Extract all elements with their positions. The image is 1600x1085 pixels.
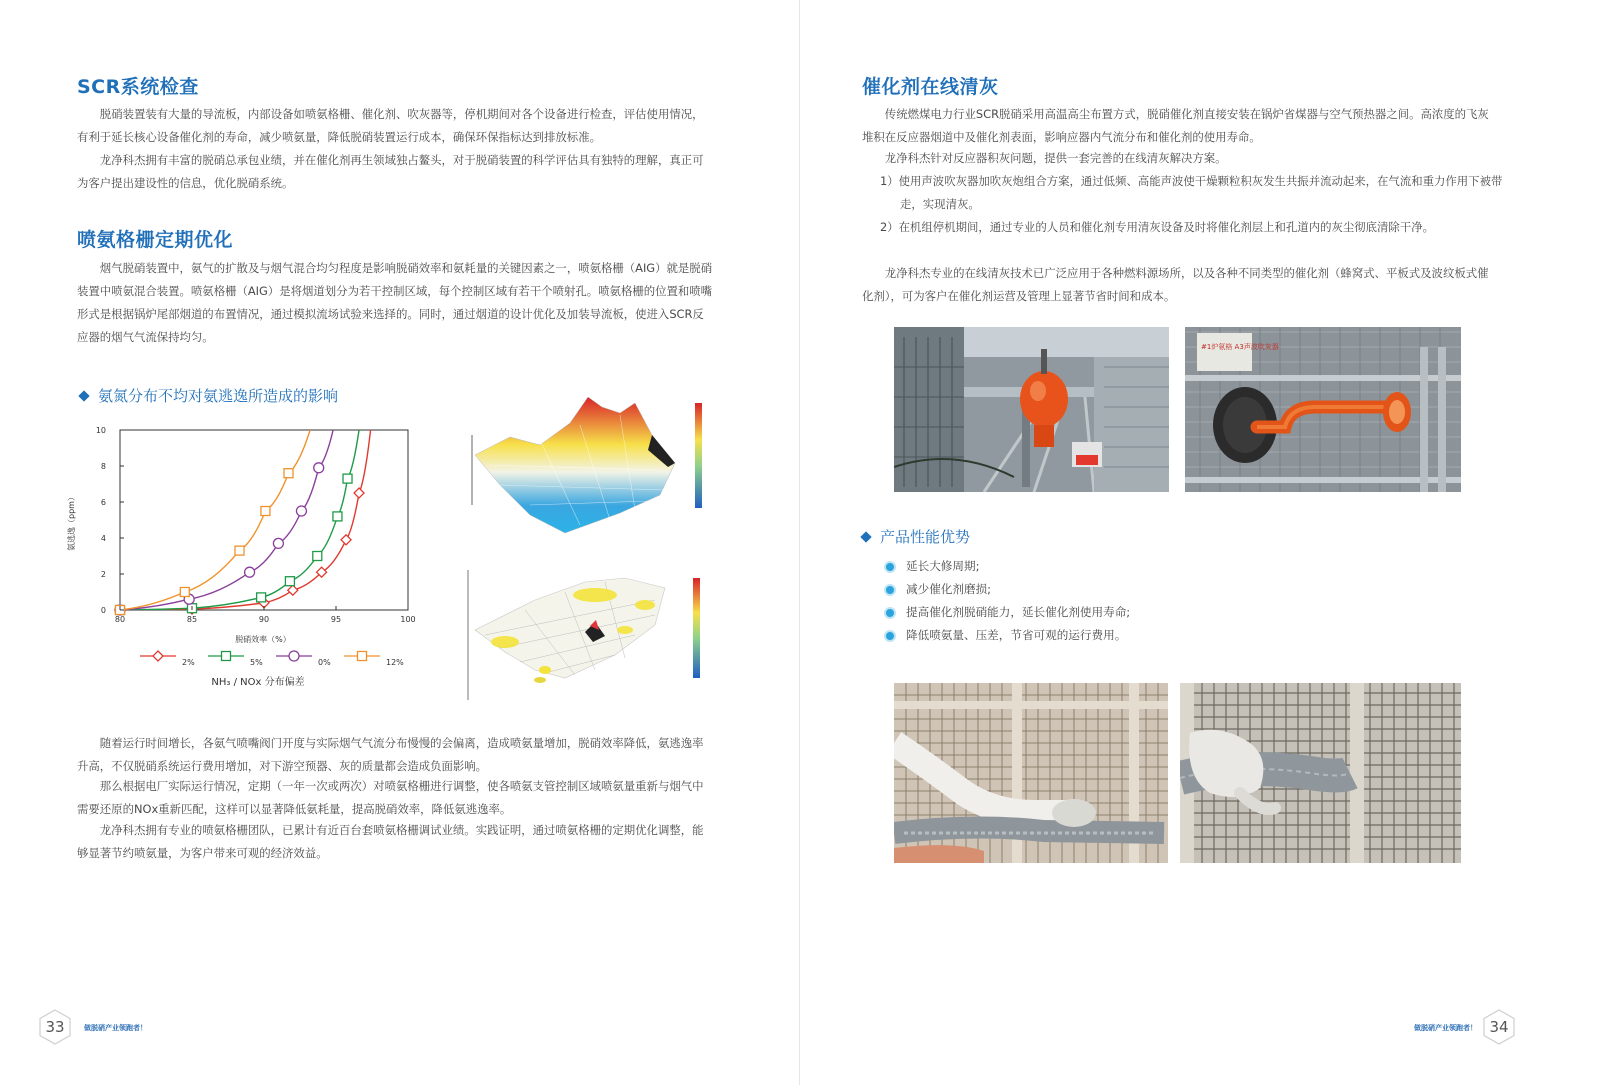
y-tick-label: 6 (100, 498, 106, 507)
y-tick-label: 0 (100, 606, 106, 615)
data-point (333, 512, 342, 521)
photo-sonic-horn-wall (1185, 327, 1461, 492)
list-item: 延长大修周期; (886, 555, 1130, 578)
plot-frame (120, 430, 408, 610)
data-point (354, 488, 364, 498)
bullet-dot-icon (886, 563, 894, 571)
legend-marker (358, 652, 367, 661)
scr-paragraph-2: 龙净科杰拥有丰富的脱硝总承包业绩，并在催化剂再生领域独占鳌头，对于脱硝装置的科学评估具有独特的理解，真正可为客户提出建设性的信息，优化脱硝系统。 (77, 153, 704, 190)
data-point (288, 585, 298, 595)
list-item: 降低喷氨量、压差，节省可观的运行费用。 (886, 624, 1130, 647)
aig-paragraph-a: 随着运行时间增长，各氨气喷嘴阀门开度与实际烟气气流分布慢慢的会偏离，造成喷氨量增加，脱硝效率降低，氨逃逸率升高，不仅脱硝系统运行费用增加，对下游空预器、灰的质量都会造成负面影响。 (77, 736, 704, 773)
advantages-heading (862, 526, 970, 547)
x-tick-label: 95 (330, 615, 342, 624)
cleaning-paragraph-3: 龙净科杰专业的在线清灰技术已广泛应用于各种燃料源场所，以及各种不同类型的催化剂（蜂窝式、平板式及波纹板式催化剂），可为客户在催化剂运营及管理上显著节省时间和成本。 (862, 266, 1489, 303)
bullet-dot-icon (886, 586, 894, 594)
scr-inspection-title: SCR系统检查 (77, 76, 199, 98)
bullet-dot-icon (886, 609, 894, 617)
data-point (235, 546, 244, 555)
data-point (273, 538, 283, 548)
x-tick-label: 80 (114, 615, 126, 624)
data-point (261, 507, 270, 516)
data-point (313, 552, 322, 561)
data-point (257, 593, 266, 602)
data-point (314, 463, 324, 473)
scr-paragraph-1: 脱硝装置装有大量的导流板，内部设备如喷氨格栅、催化剂、吹灰器等，停机期间对各个设备进行检查，评估使用情况，有利于延长核心设备催化剂的寿命，减少喷氨量，降低脱硝装置运行成本，确保环保指标达到排放标准。 (77, 107, 704, 144)
data-point (284, 469, 293, 478)
page-number-badge-left (37, 1009, 73, 1045)
page-number-badge-right (1481, 1009, 1517, 1045)
list-item: 提高催化剂脱硝能力，延长催化剂使用寿命; (886, 601, 1130, 624)
cleaning-paragraph-1: 传统燃煤电力行业SCR脱硝采用高温高尘布置方式，脱硝催化剂直接安装在锅炉省煤器与空气预热器之间。高浓度的飞灰堆积在反应器烟道中及催化剂表面，影响应器内气流分布和催化剂的使用寿命。 (862, 107, 1489, 144)
aig-paragraph-c: 龙净科杰拥有专业的喷氨格栅团队，已累计有近百台套喷氨格栅调试业绩。实践证明，通过喷氨格栅的定期优化调整，能够显著节约喷氨量，为客户带来可观的经济效益。 (77, 823, 704, 860)
photo-reactor-sonic-horn (894, 327, 1169, 492)
aig-paragraph-b: 那么根据电厂实际运行情况，定期（一年一次或两次）对喷氨格栅进行调整，使各喷氨支管控制区域喷氨量重新与烟气中需要还原的NOx重新匹配，这样可以显著降低氨耗量，提高脱硝效率，降低氨逃逸率。 (77, 779, 704, 816)
y-tick-label: 4 (100, 534, 106, 543)
y-tick-label: 8 (100, 462, 106, 471)
bullet-dot-icon (886, 632, 894, 640)
data-point (245, 567, 255, 577)
x-tick-label: 85 (186, 615, 198, 624)
advantages-heading-text: 产品性能优势 (880, 528, 971, 546)
series-line-5pct (120, 430, 359, 610)
legend-label: 0% (318, 658, 331, 667)
cleaning-item-2: 2）在机组停机期间，通过专业的人员和催化剂专用清灰设备及时将催化剂层上和孔道内的灰尘彻底清除干净。 (880, 220, 1434, 234)
cleaning-paragraph-2: 龙净科杰针对反应器积灰问题，提供一套完善的在线清灰解决方案。 (884, 151, 1227, 165)
online-cleaning-title: 催化剂在线清灰 (862, 76, 999, 98)
ammonia-slip-line-chart (62, 420, 422, 700)
3d-surface-plot-even (465, 570, 720, 710)
right-page (800, 0, 1600, 1085)
advantages-list (886, 555, 1130, 647)
data-point (343, 474, 352, 483)
series-line-12pct (120, 430, 310, 610)
page-number-right: 34 (1489, 1018, 1509, 1036)
legend-title: NH₃ / NOx 分布偏差 (211, 677, 305, 688)
data-point (285, 577, 294, 586)
legend-label: 5% (250, 658, 263, 667)
x-axis-label: 脱硝效率（%） (235, 635, 291, 644)
page-number-left: 33 (45, 1018, 65, 1036)
y-axis-label: 氨逃逸（ppm） (67, 493, 76, 551)
photo-sign-text: #1炉氨格 A3声波吹灰器 (1201, 343, 1279, 351)
legend-marker (289, 651, 299, 661)
y-tick-label: 10 (95, 426, 106, 435)
list-item: 减少催化剂磨损; (886, 578, 1130, 601)
aig-paragraph: 烟气脱硝装置中，氨气的扩散及与烟气混合均匀程度是影响脱硝效率和氨耗量的关键因素之一，喷氨格栅（AIG）就是脱硝装置中喷氨混合装置。喷氨格栅（AIG）是将烟道划分为若干控制区域，每个控制区域有若干个喷射孔。喷氨格栅的位置和喷嘴形式是根据锅炉尾部烟道的布置情况，通过模拟流场试验来选择的。同时，通过烟道的设计优化及加装导流板，使进入SCR反应器的烟气气流保持均匀。 (77, 261, 713, 344)
photo-catalyst-cleaning-right (1180, 683, 1461, 863)
3d-surface-plot-uneven (470, 395, 720, 545)
legend-label: 12% (386, 658, 404, 667)
legend-label: 2% (182, 658, 195, 667)
data-point (341, 535, 351, 545)
series-line-0pct (120, 430, 333, 610)
x-tick-label: 100 (400, 615, 416, 624)
photo-catalyst-cleaning-left (894, 683, 1168, 863)
data-point (180, 588, 189, 597)
legend-marker (153, 651, 163, 661)
diamond-bullet-icon (78, 390, 89, 401)
diamond-bullet-icon (860, 531, 871, 542)
chart-heading (80, 385, 338, 406)
data-point (296, 506, 306, 516)
cleaning-item-1: 1）使用声波吹灰器加吹灰炮组合方案，通过低频、高能声波使干燥颗粒积灰发生共振并流动起来，在气流和重力作用下被带走，实现清灰。 (880, 174, 1503, 211)
x-tick-label: 90 (258, 615, 270, 624)
legend-marker (222, 652, 231, 661)
slogan-left: 做脱硝产业领跑者！ (84, 1024, 147, 1032)
y-tick-label: 2 (100, 570, 106, 579)
aig-optimization-title: 喷氨格栅定期优化 (77, 229, 234, 251)
slogan-right: 做脱硝产业领跑者！ (1414, 1024, 1477, 1032)
chart-heading-text: 氨氮分布不均对氨逃逸所造成的影响 (98, 387, 339, 405)
